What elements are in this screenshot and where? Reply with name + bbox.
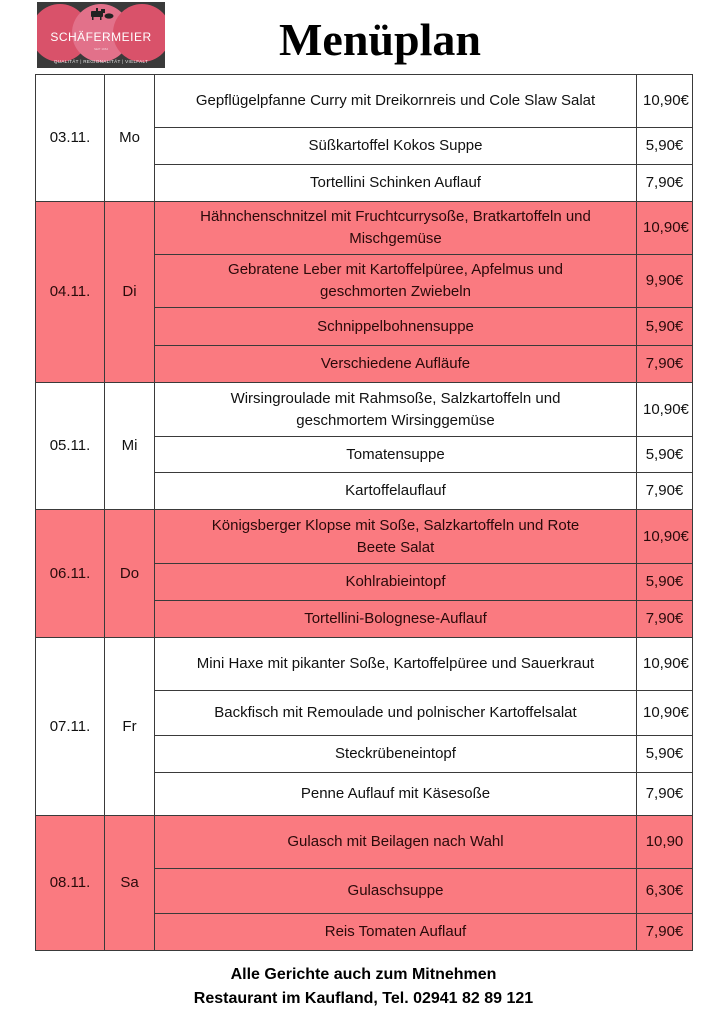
menu-price: 5,90€ — [637, 437, 693, 473]
logo-established: SEIT 1964 — [93, 47, 109, 51]
menu-date: 04.11. — [36, 202, 105, 383]
menu-dish: Backfisch mit Remoulade und polnischer Kartoffelsalat — [155, 691, 637, 736]
menu-dish: Süßkartoffel Kokos Suppe — [155, 128, 637, 165]
menu-dish: Penne Auflauf mit Käsesoße — [155, 773, 637, 816]
menu-price: 5,90€ — [637, 736, 693, 773]
menu-row — [36, 75, 693, 128]
menu-weekday: Fr — [105, 638, 155, 816]
menu-date: 06.11. — [36, 510, 105, 638]
menu-price: 5,90€ — [637, 564, 693, 601]
logo-tagline: QUALITÄT | REGIONALITÄT | VIELFALT — [53, 59, 149, 64]
schaefermeier-logo — [37, 2, 165, 68]
logo-brand-name: SCHÄFERMEIER — [50, 30, 152, 44]
menu-dish: Wirsingroulade mit Rahmsoße, Salzkartoffeln und geschmortem Wirsinggemüse — [155, 383, 637, 437]
menu-row — [36, 638, 693, 691]
page-title: Menüplan — [279, 14, 481, 65]
menu-price: 6,30€ — [637, 869, 693, 914]
menu-dish: Gebratene Leber mit Kartoffelpüree, Apfelmus und geschmorten Zwiebeln — [155, 255, 637, 308]
menu-dish: Tortellini Schinken Auflauf — [155, 165, 637, 202]
menu-dish: Kohlrabieintopf — [155, 564, 637, 601]
menu-price: 7,90€ — [637, 165, 693, 202]
menu-price: 5,90€ — [637, 308, 693, 346]
menu-dish: Gulaschsuppe — [155, 869, 637, 914]
menu-dish: Steckrübeneintopf — [155, 736, 637, 773]
restaurant-contact: Restaurant im Kaufland, Tel. 02941 82 89 121 — [193, 990, 534, 1007]
menu-price: 10,90€ — [637, 202, 693, 255]
menu-date: 03.11. — [36, 75, 105, 202]
menu-dish: Kartoffelauflauf — [155, 473, 637, 510]
menu-price: 7,90€ — [637, 473, 693, 510]
menu-date: 05.11. — [36, 383, 105, 510]
menu-dish: Königsberger Klopse mit Soße, Salzkartoffeln und Rote Beete Salat — [155, 510, 637, 564]
menu-price: 10,90€ — [637, 383, 693, 437]
menu-dish: Tomatensuppe — [155, 437, 637, 473]
menu-table — [35, 74, 693, 951]
menu-price: 7,90€ — [637, 914, 693, 951]
menu-dish: Tortellini-Bolognese-Auflauf — [155, 601, 637, 638]
menu-dish: Gepflügelpfanne Curry mit Dreikornreis und Cole Slaw Salat — [155, 75, 637, 128]
menu-price: 10,90 — [637, 816, 693, 869]
menu-price: 10,90€ — [637, 510, 693, 564]
menu-row — [36, 816, 693, 869]
menu-weekday: Do — [105, 510, 155, 638]
menu-price: 7,90€ — [637, 773, 693, 816]
menu-dish: Verschiedene Aufläufe — [155, 346, 637, 383]
menu-row — [36, 510, 693, 564]
menu-weekday: Di — [105, 202, 155, 383]
menu-price: 7,90€ — [637, 346, 693, 383]
menu-dish: Mini Haxe mit pikanter Soße, Kartoffelpüree und Sauerkraut — [155, 638, 637, 691]
takeaway-note: Alle Gerichte auch zum Mitnehmen — [230, 966, 497, 983]
menu-price: 9,90€ — [637, 255, 693, 308]
menu-price: 10,90€ — [637, 691, 693, 736]
menu-weekday: Mi — [105, 383, 155, 510]
menu-dish: Gulasch mit Beilagen nach Wahl — [155, 816, 637, 869]
menu-dish: Reis Tomaten Auflauf — [155, 914, 637, 951]
menu-weekday: Sa — [105, 816, 155, 951]
menu-price: 10,90€ — [637, 75, 693, 128]
menu-dish: Schnippelbohnensuppe — [155, 308, 637, 346]
menu-weekday: Mo — [105, 75, 155, 202]
menu-row — [36, 383, 693, 437]
menu-price: 5,90€ — [637, 128, 693, 165]
farm-animals-icon — [89, 8, 115, 20]
menu-price: 10,90€ — [637, 638, 693, 691]
menu-dish: Hähnchenschnitzel mit Fruchtcurrysoße, Bratkartoffeln und Mischgemüse — [155, 202, 637, 255]
menu-date: 08.11. — [36, 816, 105, 951]
menu-date: 07.11. — [36, 638, 105, 816]
menu-price: 7,90€ — [637, 601, 693, 638]
menu-row — [36, 202, 693, 255]
